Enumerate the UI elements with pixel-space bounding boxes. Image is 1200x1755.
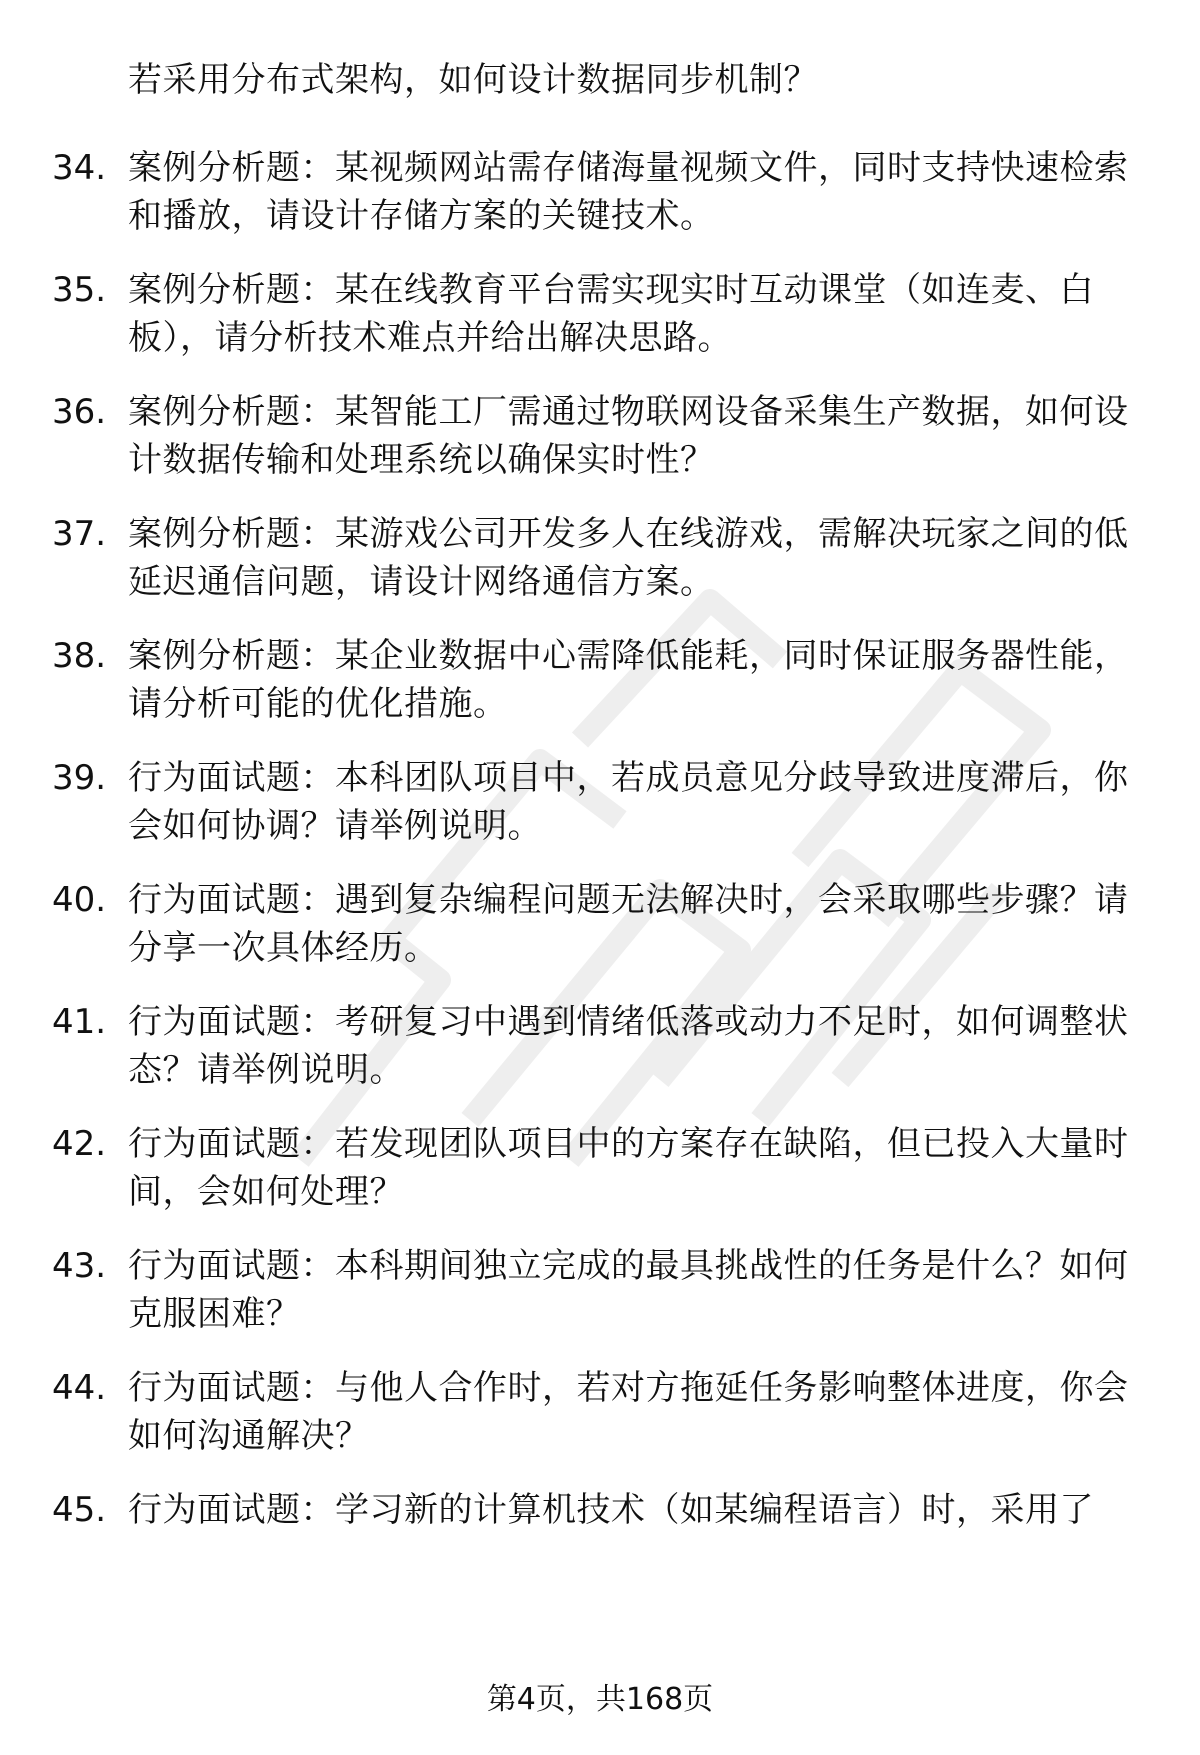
question-number: 35. bbox=[52, 270, 107, 310]
continuation-text: 若采用分布式架构，如何设计数据同步机制？ bbox=[128, 60, 818, 100]
question-number: 39. bbox=[52, 758, 107, 798]
question-number: 37. bbox=[52, 514, 107, 554]
question-text: 行为面试题：本科团队项目中，若成员意见分歧导致进度滞后，你会如何协调？请举例说明。 bbox=[128, 758, 1129, 846]
question-number: 34. bbox=[52, 148, 107, 188]
page-number-footer: 第4页，共168页 bbox=[486, 1682, 714, 1717]
question-text: 行为面试题：本科期间独立完成的最具挑战性的任务是什么？如何克服困难？ bbox=[128, 1246, 1129, 1334]
question-number: 43. bbox=[52, 1246, 107, 1286]
question-text: 案例分析题：某游戏公司开发多人在线游戏，需解决玩家之间的低延迟通信问题，请设计网络通信方案。 bbox=[128, 514, 1129, 602]
question-number: 42. bbox=[52, 1124, 107, 1164]
question-number: 40. bbox=[52, 880, 107, 920]
question-text: 行为面试题：学习新的计算机技术（如某编程语言）时，采用了 bbox=[128, 1490, 1094, 1530]
question-number: 41. bbox=[52, 1002, 107, 1042]
question-text: 行为面试题：遇到复杂编程问题无法解决时，会采取哪些步骤？请分享一次具体经历。 bbox=[128, 880, 1129, 968]
question-text: 案例分析题：某在线教育平台需实现实时互动课堂（如连麦、白板），请分析技术难点并给出解决思路。 bbox=[128, 270, 1094, 358]
question-text: 行为面试题：若发现团队项目中的方案存在缺陷，但已投入大量时间，会如何处理？ bbox=[128, 1124, 1129, 1212]
question-text: 行为面试题：与他人合作时，若对方拖延任务影响整体进度，你会如何沟通解决？ bbox=[128, 1368, 1129, 1456]
question-text: 案例分析题：某企业数据中心需降低能耗，同时保证服务器性能，请分析可能的优化措施。 bbox=[128, 636, 1129, 724]
question-number: 45. bbox=[52, 1490, 107, 1530]
question-number: 38. bbox=[52, 636, 107, 676]
question-text: 案例分析题：某智能工厂需通过物联网设备采集生产数据，如何设计数据传输和处理系统以确保实时性？ bbox=[128, 392, 1129, 480]
question-text: 案例分析题：某视频网站需存储海量视频文件，同时支持快速检索和播放，请设计存储方案的关键技术。 bbox=[128, 148, 1129, 236]
question-number: 44. bbox=[52, 1368, 107, 1408]
question-number: 36. bbox=[52, 392, 107, 432]
question-text: 行为面试题：考研复习中遇到情绪低落或动力不足时，如何调整状态？请举例说明。 bbox=[128, 1002, 1129, 1090]
